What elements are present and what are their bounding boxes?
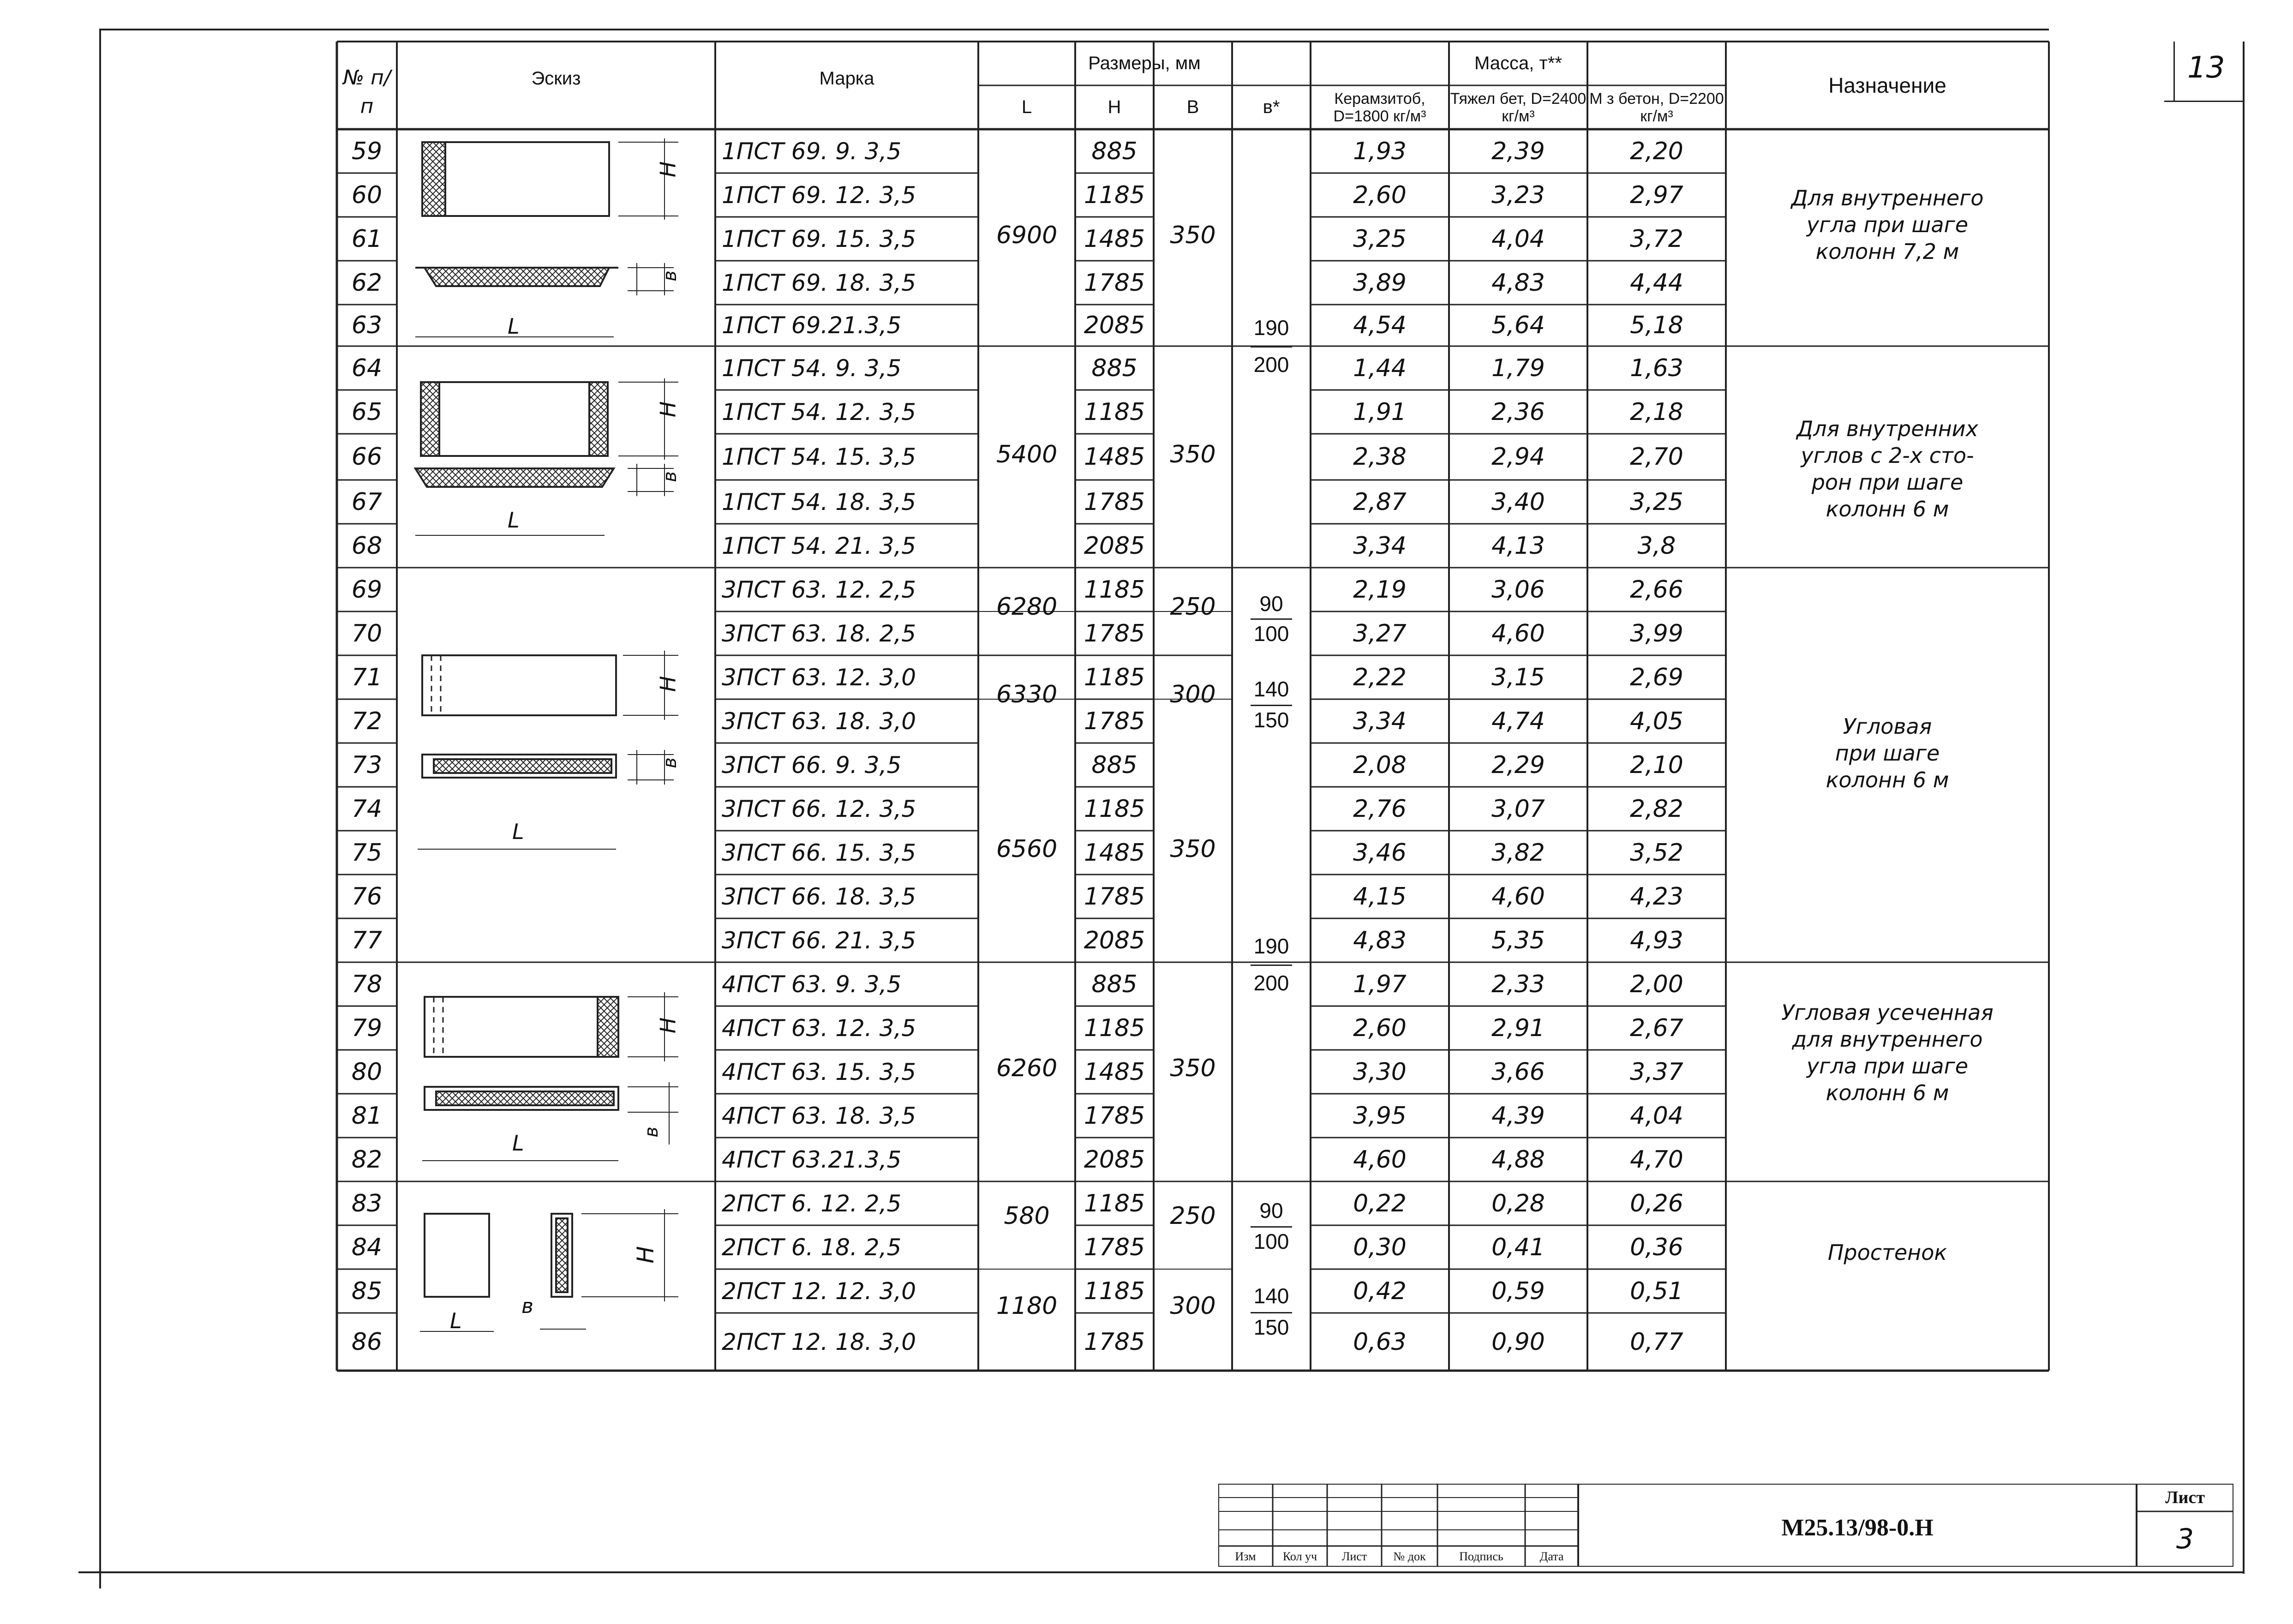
sketch-label-v-1: в [659,270,681,282]
row-mark: 2ПСТ 12. 18. 3,0 [722,1328,916,1355]
row-mass-heavy: 2,36 [1491,398,1545,426]
row-number: 64 [351,354,383,382]
row-mass-keramzit: 1,93 [1353,137,1407,165]
row-mark: 1ПСТ 54. 18. 3,5 [722,488,916,515]
merged-L-2: 5400 [996,441,1058,468]
row-height: 2085 [1084,312,1145,339]
merged-v-6a: 140 [1253,1283,1289,1308]
merged-B-4: 300 [1170,681,1216,708]
row-number: 76 [351,882,383,911]
row-mass-heavy: 4,88 [1491,1145,1545,1174]
sketch-label-v-2: в [659,471,681,482]
row-height: 1185 [1084,663,1145,691]
row-number: 66 [351,443,383,471]
row-mass-heavy: 2,33 [1491,970,1545,998]
row-height: 1485 [1084,443,1145,471]
purpose-group-5: Простенок [1827,1240,1947,1265]
row-mass-fine: 4,04 [1630,1102,1683,1130]
sketch-label-L-4: L [512,1131,524,1156]
row-mass-heavy: 4,13 [1491,532,1545,560]
row-mass-keramzit: 3,30 [1353,1058,1407,1086]
row-height: 1185 [1084,575,1145,604]
row-mass-keramzit: 1,44 [1353,354,1407,382]
stamp-col-date: Дата [1539,1549,1564,1563]
purpose-group-4: Угловая усеченная для внутреннего угла при шаге колонн 6 м [1781,1000,1994,1105]
row-number: 68 [351,532,383,560]
row-mark: 1ПСТ 54. 15. 3,5 [722,443,916,470]
sheet-number: 3 [2176,1523,2194,1555]
row-mass-keramzit: 2,08 [1353,751,1407,779]
header-mass-keramzit: Керамзитоб, D=1800 кг/м³ [1333,90,1426,125]
row-number: 80 [351,1058,383,1086]
row-mark: 1ПСТ 54. 9. 3,5 [722,354,902,382]
merged-v-3b: 150 [1253,707,1289,732]
row-mass-fine: 2,20 [1630,137,1683,165]
row-mass-fine: 3,52 [1630,839,1683,867]
row-mass-fine: 3,99 [1630,619,1683,647]
merged-L-5: 6560 [996,835,1058,863]
row-mass-fine: 4,93 [1630,926,1683,954]
header-size-B: B [1186,97,1199,117]
row-height: 1485 [1084,1058,1145,1086]
row-height: 1785 [1084,269,1145,297]
row-height: 1785 [1084,619,1145,647]
row-number: 83 [351,1189,383,1217]
stamp-col-sign: Подпись [1459,1549,1503,1563]
row-number: 82 [351,1145,383,1174]
merged-v-5a: 90 [1259,1198,1283,1222]
row-number: 75 [351,839,383,867]
row-mass-fine: 3,37 [1630,1058,1683,1086]
merged-B-8: 300 [1170,1292,1216,1320]
header-mark: Марка [819,68,874,89]
header-size-L: L [1021,97,1032,117]
row-mass-keramzit: 4,83 [1353,926,1407,954]
sketch-label-L-5: L [450,1308,462,1333]
row-mass-fine: 3,8 [1637,532,1676,560]
row-mark: 3ПСТ 66. 18. 3,5 [722,883,916,910]
row-mass-heavy: 0,28 [1491,1189,1545,1217]
row-height: 1185 [1084,1277,1145,1305]
row-mass-keramzit: 3,46 [1353,839,1407,867]
row-number: 65 [351,398,383,426]
sketch-panel-3 [418,651,681,849]
row-mass-fine: 2,10 [1630,751,1683,779]
stamp-col-izm: Изм [1235,1549,1256,1563]
header-size-H: H [1108,97,1121,117]
row-height: 2085 [1084,926,1145,954]
row-mass-fine: 2,18 [1630,398,1683,426]
row-mark: 3ПСТ 63. 12. 3,0 [722,664,916,691]
row-mass-fine: 2,66 [1630,575,1683,604]
merged-B-1: 350 [1170,222,1216,249]
sketch-panel-4 [422,992,681,1161]
row-mass-keramzit: 4,15 [1353,882,1407,911]
row-mark: 2ПСТ 6. 18. 2,5 [722,1234,902,1261]
document-code: М25.13/98-0.Н [1781,1514,1934,1541]
row-number: 84 [351,1233,383,1261]
row-mass-heavy: 3,06 [1491,575,1545,604]
row-mass-heavy: 2,91 [1491,1014,1545,1042]
merged-B-3: 250 [1170,593,1216,621]
row-mark: 3ПСТ 63. 18. 3,0 [722,707,916,735]
sketch-label-H-2: H [655,401,681,418]
row-mass-heavy: 4,39 [1491,1102,1545,1130]
row-number: 85 [351,1277,383,1305]
sheet-corner-number: 13 [2187,51,2225,85]
row-mark: 3ПСТ 66. 21. 3,5 [722,927,916,954]
row-mark: 3ПСТ 66. 12. 3,5 [722,795,916,822]
sketch-label-H-4: H [655,1017,681,1034]
row-mass-fine: 0,26 [1630,1189,1683,1217]
row-mark: 1ПСТ 69.21.3,5 [722,312,902,339]
row-mass-keramzit: 2,38 [1353,443,1407,471]
row-height: 1785 [1084,1102,1145,1130]
row-mass-fine: 4,70 [1630,1145,1683,1174]
row-mark: 4ПСТ 63. 18. 3,5 [722,1102,916,1129]
row-mark: 1ПСТ 69. 9. 3,5 [722,138,902,165]
row-height: 1185 [1084,795,1145,823]
row-mass-heavy: 0,41 [1491,1233,1545,1261]
row-mass-keramzit: 3,25 [1353,225,1407,253]
row-mass-keramzit: 2,60 [1353,181,1407,209]
sheet-label: Лист [2165,1488,2205,1507]
row-mass-fine: 2,67 [1630,1014,1683,1042]
row-mass-heavy: 3,82 [1491,839,1545,867]
row-mass-fine: 4,05 [1630,707,1683,735]
row-number: 70 [351,619,383,647]
purpose-group-2: Для внутренних углов с 2-х сто- рон при шаге колонн 6 м [1796,416,1978,521]
row-mass-fine: 4,44 [1630,269,1683,297]
header-purpose: Назначение [1828,73,1946,97]
row-mass-keramzit: 2,87 [1353,488,1407,516]
row-mass-heavy: 2,94 [1491,443,1545,471]
row-number: 61 [351,225,383,253]
merged-v-2a: 90 [1259,591,1283,616]
sketch-panel-1 [415,138,681,337]
row-mass-keramzit: 3,89 [1353,269,1407,297]
row-number: 77 [351,926,383,954]
row-height: 1785 [1084,707,1145,735]
row-mass-keramzit: 3,95 [1353,1102,1407,1130]
purpose-group-1: Для внутреннего угла при шаге колонн 7,2 м [1791,186,1984,264]
row-mass-fine: 3,25 [1630,488,1683,516]
row-mass-heavy: 5,64 [1491,312,1545,339]
row-height: 2085 [1084,532,1145,560]
row-mass-heavy: 3,07 [1491,795,1545,823]
stamp-col-doc: № док [1393,1549,1426,1563]
header-mass-heavy: Тяжел бет, D=2400 кг/м³ [1450,90,1587,125]
row-height: 885 [1091,137,1138,165]
row-mass-heavy: 4,04 [1491,225,1545,253]
row-mark: 4ПСТ 63. 12. 3,5 [722,1014,916,1042]
row-mass-keramzit: 0,30 [1353,1233,1407,1261]
row-mark: 1ПСТ 69. 15. 3,5 [722,225,916,252]
row-mass-keramzit: 3,34 [1353,532,1407,560]
row-height: 1185 [1084,398,1145,426]
row-mark: 2ПСТ 6. 12. 2,5 [722,1190,902,1217]
row-mass-keramzit: 3,27 [1353,619,1407,647]
row-mark: 2ПСТ 12. 12. 3,0 [722,1277,916,1305]
row-number: 74 [351,795,383,823]
merged-v-3a: 140 [1253,677,1289,701]
merged-L-7: 580 [1004,1202,1050,1230]
row-mass-heavy: 2,29 [1491,751,1545,779]
row-mass-heavy: 1,79 [1491,354,1545,382]
row-number: 67 [351,488,383,516]
merged-B-2: 350 [1170,441,1216,468]
row-mass-heavy: 0,90 [1491,1328,1545,1356]
header-size-v: в* [1263,97,1280,117]
stamp-col-kol: Кол уч [1282,1549,1317,1563]
row-mass-keramzit: 1,91 [1353,398,1407,426]
row-mark: 3ПСТ 63. 18. 2,5 [722,620,916,647]
row-mass-fine: 2,69 [1630,663,1683,691]
sketch-panel-2 [415,378,681,535]
row-mark: 1ПСТ 69. 18. 3,5 [722,269,916,296]
sketch-label-v-4: в [641,1127,662,1138]
row-mass-keramzit: 0,42 [1353,1277,1407,1305]
merged-L-8: 1180 [996,1292,1058,1320]
row-mark: 1ПСТ 69. 12. 3,5 [722,181,916,209]
row-height: 1485 [1084,839,1145,867]
row-mass-keramzit: 4,60 [1353,1145,1407,1174]
header-mass-fine: М з бетон, D=2200 кг/м³ [1589,90,1724,125]
row-mass-heavy: 4,60 [1491,619,1545,647]
merged-B-6: 350 [1170,1055,1216,1082]
row-mark: 3ПСТ 66. 9. 3,5 [722,751,902,779]
row-mass-keramzit: 1,97 [1353,970,1407,998]
sketch-label-v-5: в [521,1294,533,1318]
row-mass-heavy: 3,40 [1491,488,1545,516]
row-mass-fine: 2,00 [1630,970,1683,998]
sketch-label-H-3: H [655,676,681,692]
row-number: 63 [351,312,383,339]
row-mass-fine: 2,97 [1630,181,1683,209]
merged-L-6: 6260 [996,1055,1058,1082]
merged-v-6b: 150 [1253,1315,1289,1339]
row-number: 73 [351,751,383,779]
header-mass: Масса, т** [1474,53,1562,73]
row-mass-fine: 0,77 [1630,1328,1683,1356]
row-mass-fine: 2,70 [1630,443,1683,471]
row-height: 1785 [1084,1233,1145,1261]
row-mass-keramzit: 3,34 [1353,707,1407,735]
merged-v-1a: 190 [1253,316,1289,340]
row-number: 86 [351,1328,383,1356]
row-mark: 4ПСТ 63. 15. 3,5 [722,1058,916,1085]
sketch-label-H-5: H [632,1246,659,1264]
row-mass-heavy: 3,66 [1491,1058,1545,1086]
row-mass-heavy: 4,83 [1491,269,1545,297]
row-mass-fine: 1,63 [1630,354,1683,382]
row-height: 1185 [1084,1189,1145,1217]
sketch-label-v-3: в [659,757,681,768]
row-mass-fine: 3,72 [1630,225,1683,253]
merged-B-7: 250 [1170,1202,1216,1230]
row-number: 59 [351,137,383,165]
row-mass-fine: 0,51 [1630,1277,1683,1305]
row-height: 2085 [1084,1145,1145,1174]
row-height: 885 [1091,354,1138,382]
merged-v-4a: 190 [1253,934,1289,958]
row-mass-heavy: 3,23 [1491,181,1545,209]
row-mark: 1ПСТ 54. 12. 3,5 [722,398,916,425]
row-mark: 4ПСТ 63.21.3,5 [722,1146,902,1173]
row-number: 79 [351,1014,383,1042]
sketch-label-L-2: L [508,508,520,533]
row-number: 81 [351,1102,383,1130]
row-height: 885 [1091,970,1138,998]
row-mass-heavy: 4,74 [1491,707,1545,735]
row-mass-heavy: 0,59 [1491,1277,1545,1305]
merged-v-4b: 200 [1253,971,1289,995]
row-mass-fine: 5,18 [1630,312,1683,339]
merged-v-5b: 100 [1253,1229,1289,1253]
purpose-group-3: Угловая при шаге колонн 6 м [1826,714,1949,792]
row-mass-keramzit: 2,76 [1353,795,1407,823]
header-num: № п/п [343,66,391,118]
row-number: 72 [351,707,383,735]
row-mass-keramzit: 0,63 [1353,1328,1407,1356]
sketch-label-L-3: L [512,819,524,844]
row-mark: 4ПСТ 63. 9. 3,5 [722,971,902,998]
row-mark: 3ПСТ 66. 15. 3,5 [722,839,916,866]
row-height: 1485 [1084,225,1145,253]
row-number: 71 [351,663,383,691]
header-sketch: Эскиз [531,68,581,89]
merged-L-3: 6280 [996,593,1058,621]
merged-v-2b: 100 [1253,621,1289,646]
sketch-label-L-1: L [508,314,520,339]
row-mark: 1ПСТ 54. 21. 3,5 [722,532,916,559]
row-mass-keramzit: 2,22 [1353,663,1407,691]
row-mass-heavy: 2,39 [1491,137,1545,165]
row-mass-heavy: 3,15 [1491,663,1545,691]
row-mass-keramzit: 2,60 [1353,1014,1407,1042]
row-height: 1785 [1084,882,1145,911]
row-number: 69 [351,575,383,604]
row-number: 62 [351,269,383,297]
row-height: 885 [1091,751,1138,779]
merged-B-5: 350 [1170,835,1216,863]
header-sizes: Размеры, мм [1088,53,1201,73]
row-mass-keramzit: 2,19 [1353,575,1407,604]
row-height: 1185 [1084,1014,1145,1042]
row-mark: 3ПСТ 63. 12. 2,5 [722,576,916,603]
row-mass-heavy: 4,60 [1491,882,1545,911]
row-mass-fine: 4,23 [1630,882,1683,911]
row-height: 1785 [1084,1328,1145,1356]
row-height: 1185 [1084,181,1145,209]
merged-L-4: 6330 [996,681,1058,708]
row-mass-keramzit: 0,22 [1353,1189,1407,1217]
row-height: 1785 [1084,488,1145,516]
merged-v-1b: 200 [1253,353,1289,377]
sketch-label-H-1: H [655,161,681,178]
row-mass-keramzit: 4,54 [1353,312,1407,339]
row-mass-heavy: 5,35 [1491,926,1545,954]
stamp-col-list: Лист [1341,1549,1367,1563]
row-mass-fine: 0,36 [1630,1233,1683,1261]
row-mass-fine: 2,82 [1630,795,1683,823]
row-number: 78 [351,970,383,998]
row-number: 60 [351,181,383,209]
merged-L-1: 6900 [996,222,1058,249]
